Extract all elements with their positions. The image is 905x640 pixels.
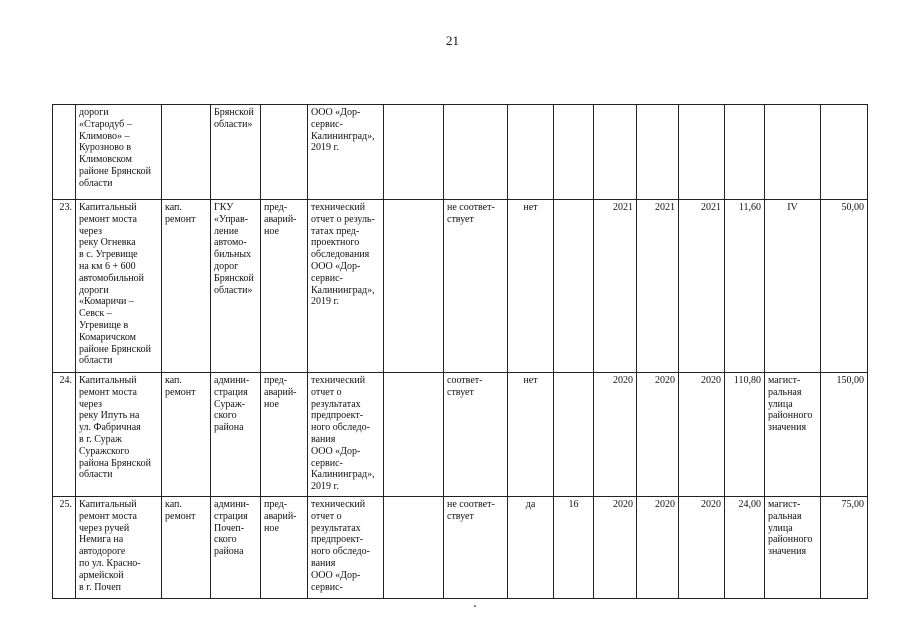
- cell-cost: 150,00: [821, 373, 868, 497]
- page-number: 21: [446, 33, 459, 48]
- cell-condition: пред- аварий- ное: [261, 373, 308, 497]
- table-row: [53, 200, 868, 373]
- cell-work-type: кап. ремонт: [162, 200, 211, 373]
- table-body: [53, 105, 868, 599]
- cell-organization: ГКУ «Управ- ление автомо- бильных дорог Брянской области»: [211, 200, 261, 373]
- cell-compliance: соответ- ствует: [444, 373, 508, 497]
- cell-object-name: Капитальный ремонт моста через реку Ипуть на ул. Фабричная в г. Сураж Суражского района Брянской области: [76, 373, 162, 497]
- cell-organization: админи- страция Почеп- ского района: [211, 497, 261, 599]
- cell-year-3: 2021: [679, 200, 725, 373]
- table-row: [53, 497, 868, 599]
- cell-year-2: [637, 105, 679, 200]
- cell-compliance: [444, 105, 508, 200]
- cell-category: [765, 105, 821, 200]
- cell-flag: [508, 105, 554, 200]
- cell-number: 25.: [53, 497, 76, 599]
- cell-work-type: [162, 105, 211, 200]
- scan-speck: [474, 605, 476, 607]
- cell-organization: Брянской области»: [211, 105, 261, 200]
- cell-year-3: 2020: [679, 373, 725, 497]
- cell-year-1: [594, 105, 637, 200]
- cell-object-name: дороги «Стародуб – Климово» – Курозново в Климовском районе Брянской области: [76, 105, 162, 200]
- cell-object-name: Капитальный ремонт моста через реку Огневка в с. Угревище на км 6 + 600 автомобильной дороги «Комаричи – Севск – Угревище в Комаричском районе Брянской области: [76, 200, 162, 373]
- cell-col10: 16: [554, 497, 594, 599]
- cell-flag: нет: [508, 373, 554, 497]
- cell-year-3: 2020: [679, 497, 725, 599]
- cell-category: магист- ральная улица районного значения: [765, 373, 821, 497]
- cell-number: 24.: [53, 373, 76, 497]
- cell-cost: 50,00: [821, 200, 868, 373]
- cell-cost: 75,00: [821, 497, 868, 599]
- table-row: [53, 373, 868, 497]
- cell-compliance: не соответ- ствует: [444, 497, 508, 599]
- cell-number: 23.: [53, 200, 76, 373]
- cell-condition: пред- аварий- ное: [261, 497, 308, 599]
- cell-condition: [261, 105, 308, 200]
- cell-document: технический отчет о результатах предпроект- ного обследо- вания ООО «Дор- сервис- Калининград», 2019 г.: [308, 373, 384, 497]
- cell-col7: [384, 373, 444, 497]
- cell-length: 11,60: [725, 200, 765, 373]
- cell-document: ООО «Дор- сервис- Калининград», 2019 г.: [308, 105, 384, 200]
- cell-year-1: 2020: [594, 497, 637, 599]
- cell-length: 24,00: [725, 497, 765, 599]
- cell-number: [53, 105, 76, 200]
- cell-work-type: кап. ремонт: [162, 497, 211, 599]
- table-row: [53, 105, 868, 200]
- cell-category: IV: [765, 200, 821, 373]
- cell-organization: админи- страция Сураж- ского района: [211, 373, 261, 497]
- cell-work-type: кап. ремонт: [162, 373, 211, 497]
- cell-object-name: Капитальный ремонт моста через ручей Немига на автодороге по ул. Красно- армейской в г. Почеп: [76, 497, 162, 599]
- cell-flag: да: [508, 497, 554, 599]
- cell-col7: [384, 497, 444, 599]
- cell-length: [725, 105, 765, 200]
- cell-document: технический отчет о резуль- татах пред- проектного обследования ООО «Дор- сервис- Калининград», 2019 г.: [308, 200, 384, 373]
- cell-year-2: 2020: [637, 497, 679, 599]
- cell-col10: [554, 373, 594, 497]
- cell-category: магист- ральная улица районного значения: [765, 497, 821, 599]
- cell-document: технический отчет о результатах предпроект- ного обследо- вания ООО «Дор- сервис-: [308, 497, 384, 599]
- cell-year-3: [679, 105, 725, 200]
- bridge-repair-table: [52, 104, 868, 599]
- cell-year-1: 2021: [594, 200, 637, 373]
- cell-col10: [554, 105, 594, 200]
- cell-length: 110,80: [725, 373, 765, 497]
- cell-col10: [554, 200, 594, 373]
- cell-compliance: не соответ- ствует: [444, 200, 508, 373]
- cell-flag: нет: [508, 200, 554, 373]
- cell-year-2: 2021: [637, 200, 679, 373]
- cell-condition: пред- аварий- ное: [261, 200, 308, 373]
- cell-year-1: 2020: [594, 373, 637, 497]
- cell-col7: [384, 105, 444, 200]
- cell-col7: [384, 200, 444, 373]
- cell-cost: [821, 105, 868, 200]
- cell-year-2: 2020: [637, 373, 679, 497]
